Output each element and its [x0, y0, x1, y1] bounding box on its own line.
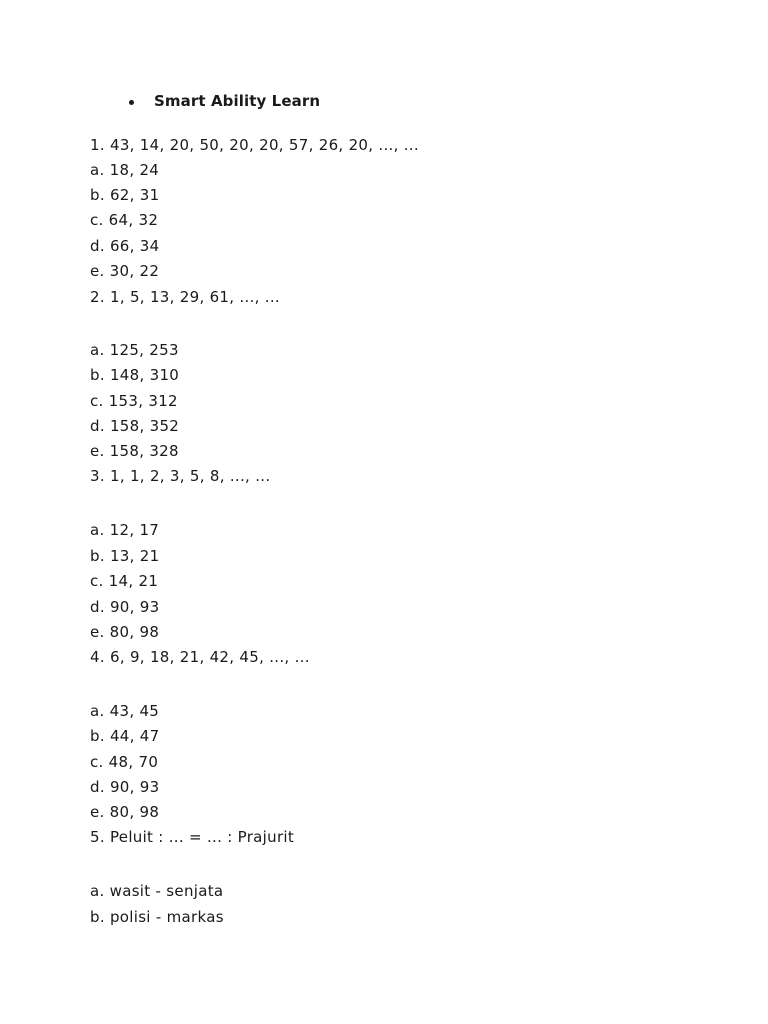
question-2-option-b: b. 148, 310: [90, 366, 180, 384]
question-1-text: 1. 43, 14, 20, 50, 20, 20, 57, 26, 20, ..., ...: [90, 136, 419, 154]
question-1-option-a: a. 18, 24: [90, 161, 160, 179]
question-2-option-a: a. 125, 253: [90, 341, 179, 359]
question-2-option-e: e. 158, 328: [90, 442, 179, 460]
question-1-option-e: e. 30, 22: [90, 262, 160, 280]
question-2-option-d: d. 158, 352: [90, 417, 180, 435]
question-4-option-b: b. 44, 47: [90, 727, 160, 745]
question-4-option-c: c. 48, 70: [90, 753, 159, 771]
question-4-option-a: a. 43, 45: [90, 702, 160, 720]
question-4-text: 4. 6, 9, 18, 21, 42, 45, ..., ...: [90, 648, 310, 666]
question-4-option-e: e. 80, 98: [90, 803, 160, 821]
question-2-option-c: c. 153, 312: [90, 392, 178, 410]
question-3-option-d: d. 90, 93: [90, 598, 160, 616]
question-3-option-a: a. 12, 17: [90, 521, 160, 539]
document-heading: Smart Ability Learn: [154, 92, 321, 110]
question-3-option-b: b. 13, 21: [90, 547, 160, 565]
question-4-option-d: d. 90, 93: [90, 778, 160, 796]
heading-row: [129, 90, 320, 112]
question-5-option-b: b. polisi - markas: [90, 908, 224, 926]
question-2-text: 2. 1, 5, 13, 29, 61, ..., ...: [90, 288, 280, 306]
question-1-option-c: c. 64, 32: [90, 211, 159, 229]
question-3-option-c: c. 14, 21: [90, 572, 159, 590]
question-3-text: 3. 1, 1, 2, 3, 5, 8, ..., ...: [90, 467, 271, 485]
question-5-option-a: a. wasit - senjata: [90, 882, 224, 900]
question-1-option-b: b. 62, 31: [90, 186, 160, 204]
bullet-icon: [129, 100, 134, 105]
question-5-text: 5. Peluit : ... = ... : Prajurit: [90, 828, 295, 846]
question-1-option-d: d. 66, 34: [90, 237, 160, 255]
question-3-option-e: e. 80, 98: [90, 623, 160, 641]
